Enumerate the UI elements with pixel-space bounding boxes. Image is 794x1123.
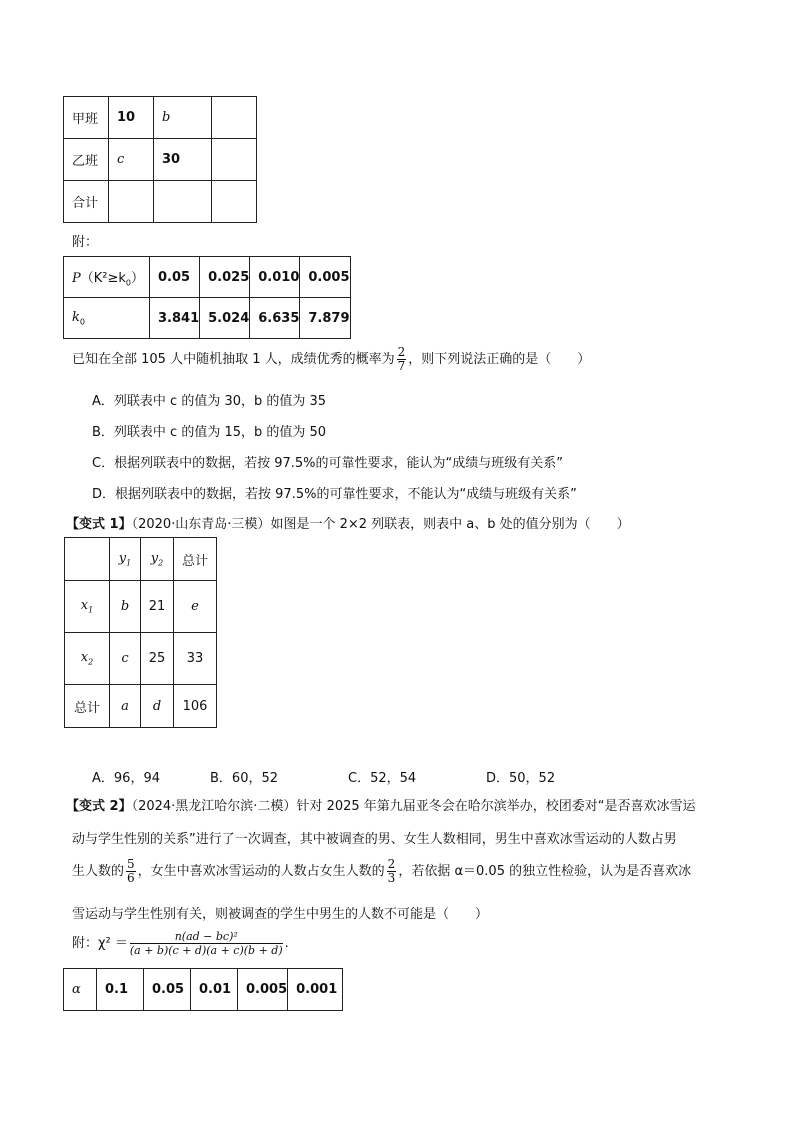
table3-row-total: 总计 [65, 685, 110, 728]
table1-cell [154, 181, 212, 223]
table3-row-x2: $x_2$ [65, 633, 110, 685]
table2-row-header: $P(K^2\ge k_0)$ [64, 257, 150, 298]
fraction: $\frac{2}{3}$ [387, 857, 396, 885]
table3-cell: 21 [141, 581, 174, 633]
table1-cell: 合计 [64, 181, 109, 223]
table1-cell: 30 [154, 139, 212, 181]
table2-cell: 0.025 [200, 257, 250, 298]
formula-fraction: $\frac{\text{n(ad − bc)²}}{(a + b)(c + d)(a + c)(b + d)}$ [129, 930, 283, 957]
variant1-option-b: B．60，52 [210, 771, 279, 786]
table2-cell: 3.841 [150, 298, 200, 339]
appendix-label: 附： [72, 235, 99, 250]
alpha-table [63, 968, 343, 1011]
table2-cell: 0.05 [150, 257, 200, 298]
table3-cell: b [110, 581, 141, 633]
table1-cell: 甲班 [64, 97, 109, 139]
table3-cell: 25 [141, 633, 174, 685]
table4-cell: 0.01 [191, 969, 238, 1011]
variant1-question: 【变式 1】（2020·山东青岛·三模）如图是一个 2×2 列联表，则表中 a、b 处的值分别为（ ） [66, 517, 630, 532]
variant2-line4: 雪运动与学生性别有关，则被调查的学生中男生的人数不可能是（ ） [72, 907, 489, 922]
variant2-line1: 【变式 2】（2024·黑龙江哈尔滨·二模）针对 2025 年第九届亚冬会在哈尔滨举办，校团委对“是否喜欢冰雪运 [66, 799, 696, 814]
table3-header-y1: $y_1$ [110, 538, 141, 581]
table2-cell: 0.005 [300, 257, 350, 298]
table1-cell: 10 [109, 97, 154, 139]
question-text: 已知在全部 105 人中随机抽取 1 人，成绩优秀的概率为 $\frac{2}{7}$ ，则下列说法正确的是（ ） [72, 345, 591, 373]
table3-header-y2: $y_2$ [141, 538, 174, 581]
table3-cell: 33 [174, 633, 217, 685]
table3-row-x1: $x_1$ [65, 581, 110, 633]
table1-cell [212, 181, 257, 223]
contingency-table-classes [63, 96, 257, 223]
table4-cell: 0.005 [238, 969, 288, 1011]
table1-cell [109, 181, 154, 223]
table4-cell: α [64, 969, 97, 1011]
variant1-option-d: D．50，52 [486, 771, 556, 786]
table1-cell [212, 97, 257, 139]
table3-cell [65, 538, 110, 581]
table1-cell: 乙班 [64, 139, 109, 181]
table3-header-total: 总计 [174, 538, 217, 581]
table1-cell [212, 139, 257, 181]
option-a: A．列联表中 c 的值为 30，b 的值为 35 [92, 394, 327, 409]
option-c: C．根据列联表中的数据，若按 97.5%的可靠性要求，能认为“成绩与班级有关系” [92, 456, 563, 471]
variant2-line3: 生人数的 $\frac{5}{6}$ ，女生中喜欢冰雪运动的人数占女生人数的 $\frac{2}{3}$ ，若依据 α＝0.05 的独立性检验，认为是否喜欢冰 [72, 857, 692, 885]
chi-square-formula: 附：χ² ＝ $\frac{\text{n(ad − bc)²}}{(a + b)(c + d)(a + c)(b + d)}$ . [72, 930, 289, 957]
table4-cell: 0.1 [97, 969, 144, 1011]
table2-cell: 7.879 [300, 298, 350, 339]
table3-cell: e [174, 581, 217, 633]
variant2-line2: 动与学生性别的关系”进行了一次调查，其中被调查的男、女生人数相同，男生中喜欢冰雪运动的人数占男 [72, 832, 677, 847]
fraction: $\frac{2}{7}$ [397, 345, 406, 373]
table2-cell: 0.010 [250, 257, 300, 298]
table3-cell: c [110, 633, 141, 685]
table1-cell: c [109, 139, 154, 181]
table4-cell: 0.05 [144, 969, 191, 1011]
table1-cell: b [154, 97, 212, 139]
contingency-table-2x2 [64, 537, 217, 728]
table3-cell: 106 [174, 685, 217, 728]
variant1-option-a: A．96，94 [92, 771, 160, 786]
table2-row-header: $k_0$ [64, 298, 150, 339]
critical-value-table [63, 256, 351, 339]
variant1-option-c: C．52，54 [348, 771, 417, 786]
option-d: D．根据列联表中的数据，若按 97.5%的可靠性要求，不能认为“成绩与班级有关系” [92, 487, 577, 502]
fraction: $\frac{5}{6}$ [127, 857, 135, 885]
table4-cell: 0.001 [288, 969, 343, 1011]
table3-cell: a [110, 685, 141, 728]
option-b: B．列联表中 c 的值为 15，b 的值为 50 [92, 425, 327, 440]
table2-cell: 6.635 [250, 298, 300, 339]
table3-cell: d [141, 685, 174, 728]
table2-cell: 5.024 [200, 298, 250, 339]
